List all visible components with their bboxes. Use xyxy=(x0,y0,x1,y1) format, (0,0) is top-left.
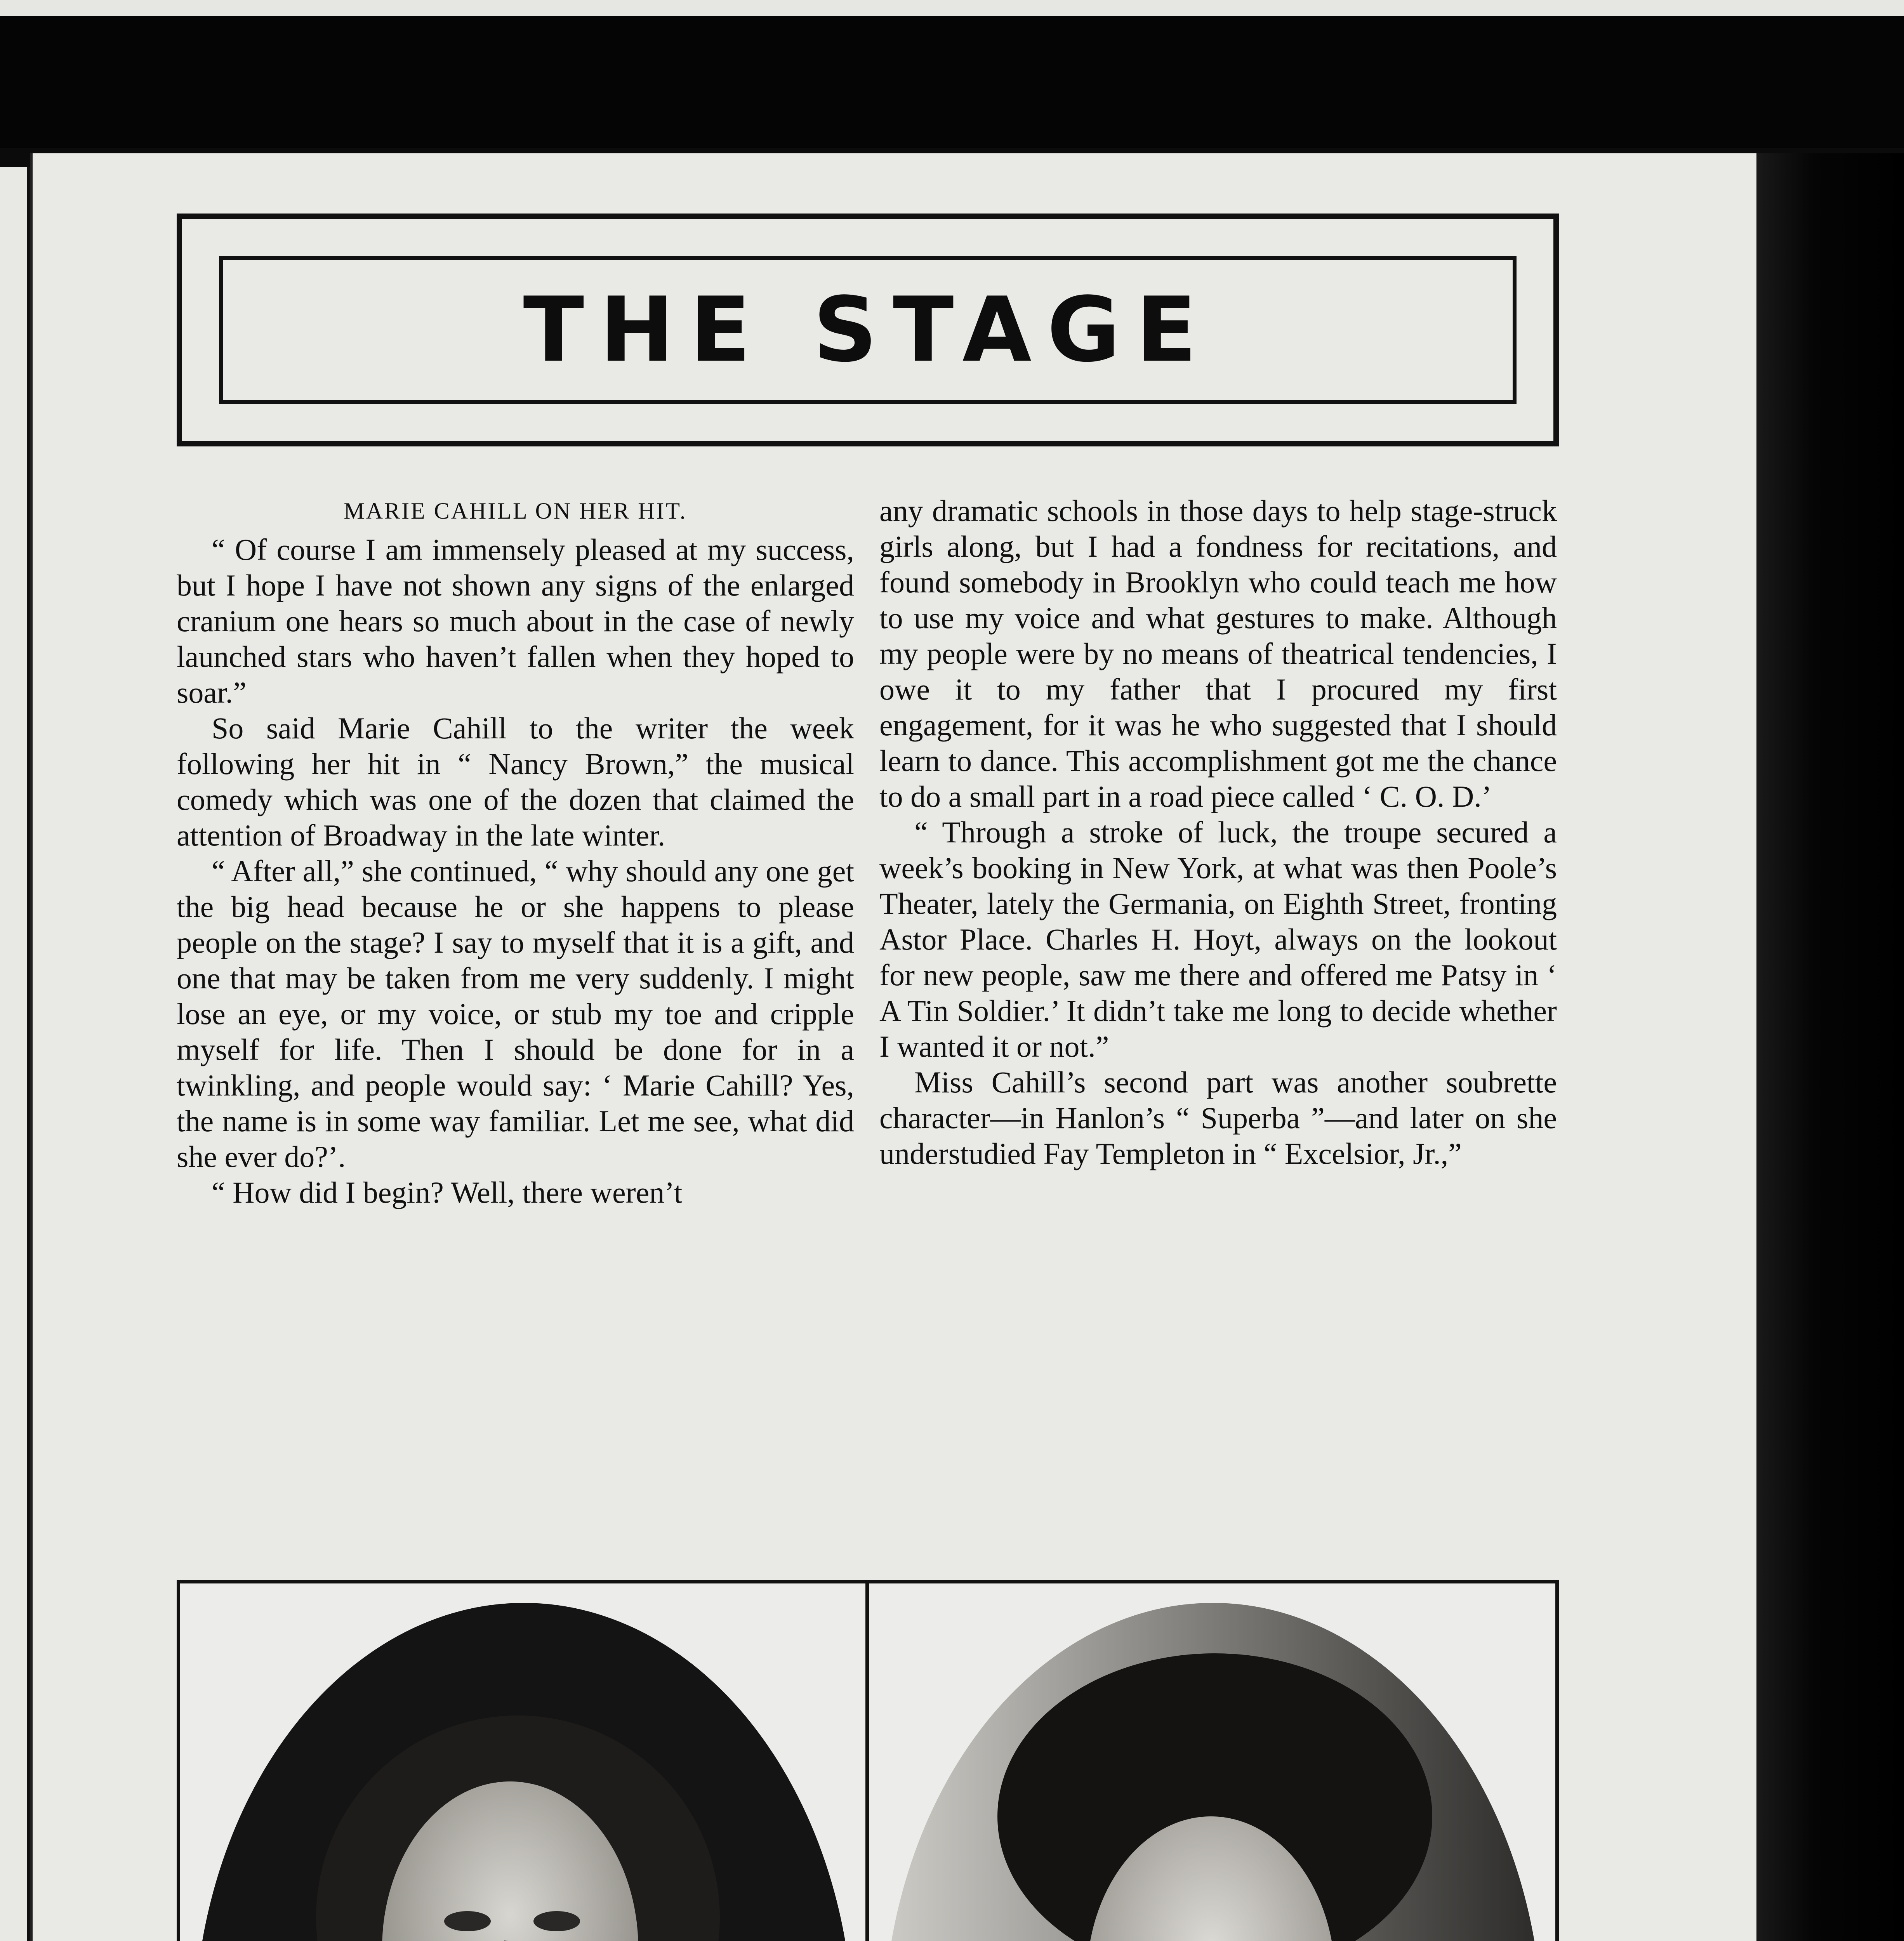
photo-frame xyxy=(177,1580,1559,1941)
scan-right-shadow xyxy=(1754,153,1904,1941)
article-paragraph: “ After all,” she continued, “ why should any one get the big head because he or she happens to please people on the stage? I say to myself that it is a gift, and one that may be taken from me very suddenly. I might lose an eye, or my voice, or stub my toe and cripple myself for life. Then I should be done for in a twinkling, and people would say: ‘ Marie Cahill? Yes, the name is in some way familiar. Let me see, what did she ever do?’. xyxy=(177,854,854,1174)
article-paragraph: any dramatic schools in those days to help stage-struck girls along, but I had a fondness for recitations, and found somebody in Brooklyn who could teach me how to use my voice and what gestures to make. Although my people were by no means of theatrical tendencies, I owe it to my father that I procured my first engagement, for it was he who suggested that I should learn to dance. This accomplishment got me the chance to do a small part in a road piece called ‘ C. O. D.’ xyxy=(879,494,1557,813)
portrait-dorothy-hunting xyxy=(877,1599,1549,1941)
previous-page-edge xyxy=(0,167,30,1941)
photo-divider xyxy=(865,1583,869,1941)
article-paragraph: “ How did I begin? Well, there weren’t xyxy=(212,1175,683,1209)
article-paragraph: “ Of course I am immensely pleased at my success, but I hope I have not shown any signs of the enlarged cranium one hears so much about in the case of newly launched stars who haven’t fallen when they hoped to soar.” xyxy=(177,533,854,709)
article-paragraph: So said Marie Cahill to the writer the week following her hit in “ Nancy Brown,” the musical comedy which was one of the dozen that claimed the attention of Broadway in the late winter. xyxy=(177,711,854,852)
article-heading: MARIE CAHILL ON HER HIT. xyxy=(344,498,687,524)
portrait-angela-russell xyxy=(188,1599,860,1941)
title-box xyxy=(177,214,1559,446)
scan-dark-band xyxy=(0,16,1904,148)
article-column-right xyxy=(879,493,1557,1172)
article-paragraph: “ Through a stroke of luck, the troupe secured a week’s booking in New York, at what was then Poole’s Theater, lately the Germania, on Eighth Street, fronting Astor Place. Charles H. Hoyt, always on the lookout for new people, saw me there and offered me Patsy in ‘ A Tin Soldier.’ It didn’t take me long to decide whether I wanted it or not.” xyxy=(879,815,1557,1063)
title-inner-box xyxy=(219,256,1517,404)
article-paragraph: Miss Cahill’s second part was another soubrette character—in Hanlon’s “ Superba ”—and later on she understudied Fay Templeton in “ Excelsior, Jr.,” xyxy=(879,1065,1557,1170)
article-column-left xyxy=(177,493,854,1210)
scan-top-edge xyxy=(0,0,1904,16)
page-title: THE STAGE xyxy=(523,278,1213,382)
